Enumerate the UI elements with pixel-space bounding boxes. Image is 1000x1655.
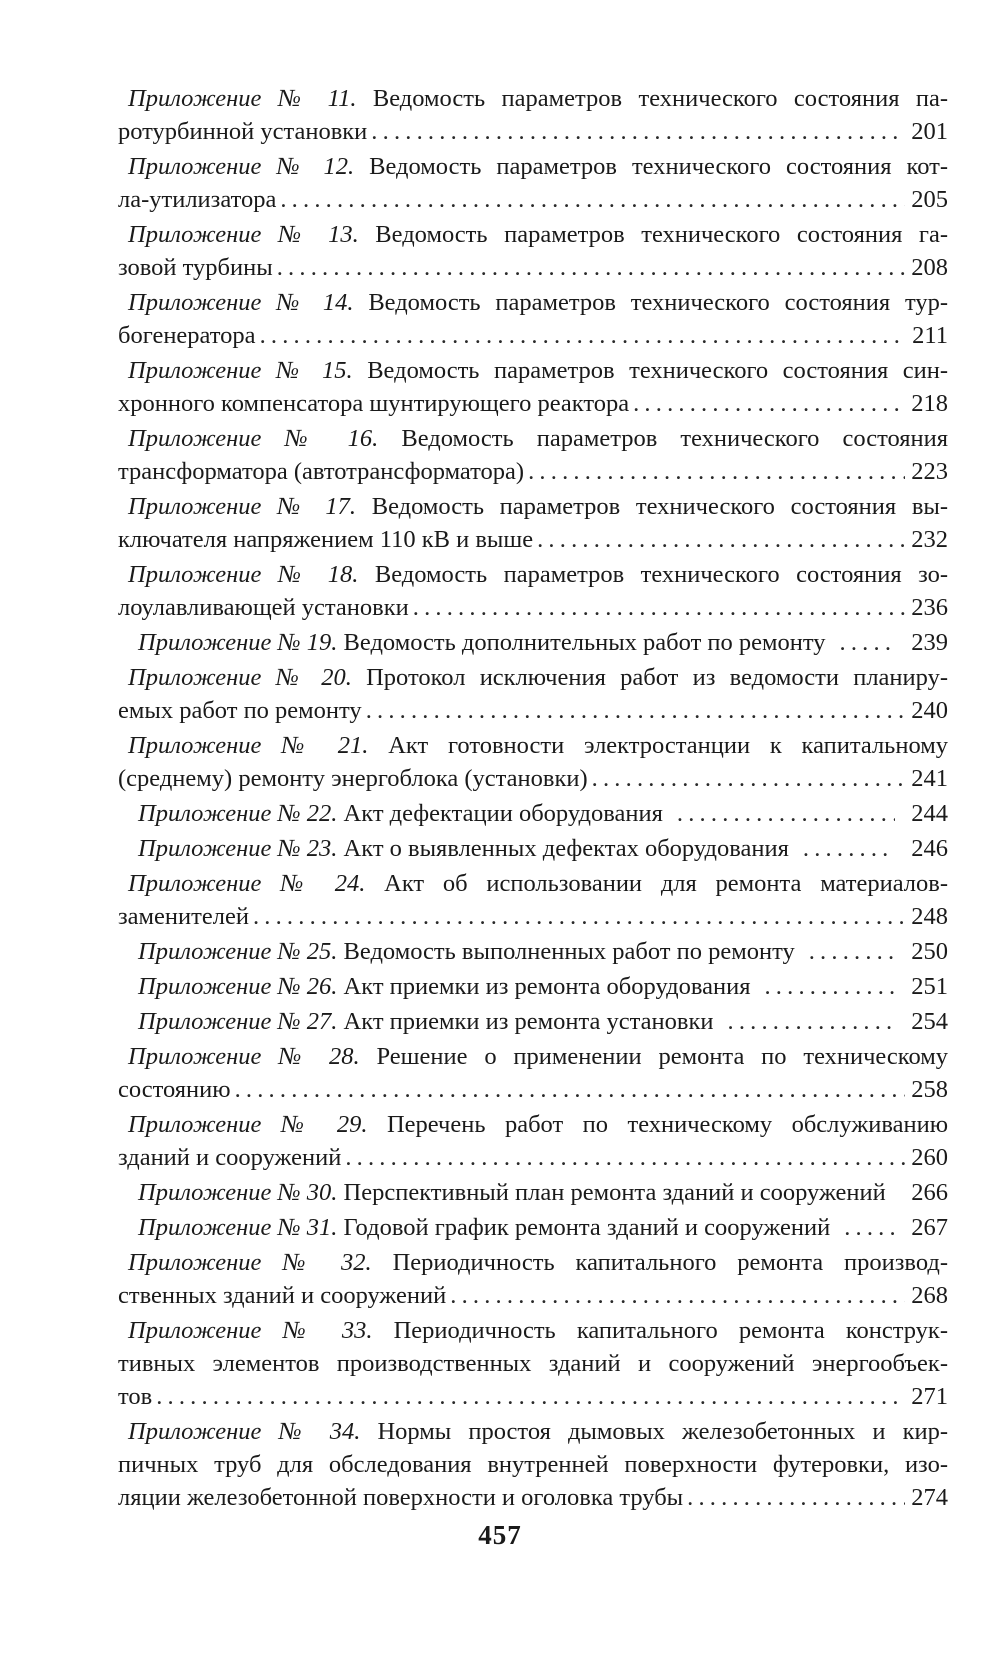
entry-page-number: 201 [911,118,948,145]
dot-leader [280,183,905,216]
entry-title-text: лоулавливающей установки [118,594,409,621]
dot-leader [156,1380,905,1413]
entry-title-text: Ведомость параметров технического состояния кот- [369,153,948,180]
dot-leader [235,1073,906,1106]
toc-entry-line [118,626,948,659]
entry-title [118,183,276,216]
entry-title [118,970,750,1003]
toc-entry-line [118,661,948,694]
toc-entry [118,1108,948,1174]
toc-entry-line [118,1415,948,1448]
toc-entry-line [118,867,948,900]
appendix-label: Приложение № 16. [128,425,379,452]
toc-entry-line [118,558,948,591]
toc-entry [118,82,948,148]
entry-title-text: (среднему) ремонту энергоблока (установки) [118,765,588,792]
toc-entry-line [118,1211,948,1244]
toc-entry-line [118,1040,948,1073]
entry-title-text: Ведомость выполненных работ по ремонту [343,938,795,965]
toc-entry-line [118,82,948,115]
toc-entry-line [118,797,948,830]
appendix-label: Приложение № 34. [128,1418,361,1445]
toc-entry-line [118,1005,948,1038]
dot-leader [345,1141,905,1174]
toc-entry-line [118,150,948,183]
toc-entry-line [118,1481,948,1514]
appendix-label: Приложение № 32. [128,1249,372,1276]
entry-page-number: 268 [911,1282,948,1309]
entry-page-number: 239 [911,629,948,656]
appendix-label: Приложение № 31. [138,1214,338,1241]
toc-entry [118,935,948,968]
entry-title-text: ла-утилизатора [118,186,277,213]
entry-title-text: тивных элементов производственных зданий и сооружений энергообъек- [118,1350,948,1377]
table-of-contents [118,82,948,1516]
toc-entry-line [118,694,948,727]
toc-entry [118,1314,948,1413]
entry-title [118,626,826,659]
entry-page-number: 246 [911,835,948,862]
entry-title [118,591,409,624]
entry-page-number: 208 [911,254,948,281]
entry-page-number: 244 [911,800,948,827]
entry-page-number: 218 [911,390,948,417]
toc-entry-line [118,319,948,352]
toc-entry [118,867,948,933]
toc-entry-line [118,218,948,251]
entry-title-text: Перечень работ по техническому обслуживанию [386,1111,948,1138]
dot-leader [592,762,906,795]
appendix-label: Приложение № 19. [138,629,338,656]
appendix-label: Приложение № 20. [128,664,352,691]
appendix-label: Приложение № 18. [128,561,359,588]
entry-title-text: Ведомость параметров технического состояния [401,425,948,452]
entry-title-text: Решение о применении ремонта по техническому [376,1043,948,1070]
dot-leader [537,523,905,556]
toc-entry-line [118,523,948,556]
toc-entry [118,1246,948,1312]
toc-entry [118,661,948,727]
appendix-label: Приложение № 14. [128,289,354,316]
entry-title-text: богенератора [118,322,256,349]
toc-entry-line [118,729,948,762]
appendix-label: Приложение № 21. [128,732,369,759]
entry-page-number: 211 [912,322,948,349]
entry-title [118,1279,446,1312]
dot-leader [528,455,905,488]
toc-entry-line [118,251,948,284]
entry-page-number: 266 [911,1179,948,1206]
entry-title [118,1073,231,1106]
toc-entry [118,970,948,1003]
toc-entry [118,1176,948,1209]
toc-entry-line [118,115,948,148]
toc-entry-line [118,1279,948,1312]
toc-entry-line [118,900,948,933]
entry-page-number: 232 [911,526,948,553]
appendix-label: Приложение № 28. [128,1043,360,1070]
entry-title-text: хронного компенсатора шунтирующего реактора [118,390,630,417]
entry-title-text: зовой турбины [118,254,273,281]
entry-title-text: Ведомость параметров технического состояния га- [375,221,948,248]
entry-title-text: Годовой график ремонта зданий и сооружений [343,1214,831,1241]
entry-title [118,251,273,284]
entry-title-text: зданий и сооружений [118,1144,342,1171]
entry-title [118,1176,886,1209]
appendix-label: Приложение № 13. [128,221,359,248]
entry-title [118,797,663,830]
appendix-label: Приложение № 27. [138,1008,338,1035]
dot-leader [633,387,905,420]
entry-title-text: Ведомость параметров технического состояния па- [372,85,948,112]
toc-entry [118,1211,948,1244]
entry-title-text: Перспективный план ремонта зданий и сооружений [343,1179,886,1206]
dot-leader [687,1481,905,1514]
entry-page-number: 254 [911,1008,948,1035]
entry-title-text: ляции железобетонной поверхности и оголовка трубы [118,1484,684,1511]
toc-entry-line [118,1108,948,1141]
appendix-label: Приложение № 30. [138,1179,338,1206]
entry-title-text: заменителей [118,903,249,930]
entry-title-text: тов [118,1383,153,1410]
dot-leader [667,797,895,830]
toc-entry-line [118,387,948,420]
toc-entry-line [118,1073,948,1106]
entry-title-text: трансформатора (автотрансформатора) [118,458,525,485]
entry-title [118,1211,830,1244]
entry-title-text: Ведомость параметров технического состояния зо- [374,561,948,588]
entry-title-text: емых работ по ремонту [118,697,362,724]
entry-page-number: 251 [911,973,948,1000]
entry-title-text: ключателя напряжением 110 кВ и выше [118,526,534,553]
entry-title-text: Акт об использовании для ремонта материалов- [384,870,948,897]
toc-entry-line [118,762,948,795]
entry-title-text: Периодичность капитального ремонта производ- [392,1249,948,1276]
entry-title [118,1380,152,1413]
entry-title-text: Периодичность капитального ремонта конструк- [393,1317,948,1344]
dot-leader [793,832,895,865]
toc-entry-line [118,354,948,387]
entry-title [118,387,629,420]
toc-entry-line [118,1448,948,1481]
page-number: 457 [478,1520,522,1550]
appendix-label: Приложение № 11. [128,85,357,112]
toc-entry [118,150,948,216]
entry-page-number: 267 [911,1214,948,1241]
toc-entry-line [118,1347,948,1380]
entry-title [118,1141,341,1174]
toc-entry-line [118,970,948,1003]
toc-entry-line [118,1314,948,1347]
toc-entry [118,558,948,624]
entry-title-text: Ведомость параметров технического состояния тур- [368,289,948,316]
entry-title [118,762,588,795]
appendix-label: Приложение № 26. [138,973,338,1000]
toc-entry-line [118,832,948,865]
toc-entry-line [118,1380,948,1413]
entry-title [118,523,533,556]
toc-entry [118,490,948,556]
dot-leader [754,970,895,1003]
appendix-label: Приложение № 25. [138,938,338,965]
toc-entry-line [118,183,948,216]
toc-entry [118,1005,948,1038]
entry-title-text: ротурбинной установки [118,118,368,145]
entry-page-number: 258 [911,1076,948,1103]
dot-leader [799,935,896,968]
entry-title-text: Акт готовности электростанции к капитальному [388,732,948,759]
entry-page-number: 260 [911,1144,948,1171]
entry-title [118,935,795,968]
toc-entry [118,218,948,284]
entry-title-text: Акт приемки из ремонта установки [343,1008,714,1035]
dot-leader [260,319,906,352]
entry-page-number: 240 [911,697,948,724]
toc-entry [118,626,948,659]
toc-entry [118,797,948,830]
entry-title [118,115,367,148]
entry-title-text: Нормы простоя дымовых железобетонных и кир- [377,1418,948,1445]
entry-title-text: Протокол исключения работ из ведомости планиру- [366,664,948,691]
toc-entry [118,1040,948,1106]
entry-page-number: 241 [911,765,948,792]
entry-title-text: Ведомость параметров технического состояния син- [367,357,948,384]
entry-title-text: ственных зданий и сооружений [118,1282,447,1309]
appendix-label: Приложение № 12. [128,153,355,180]
appendix-label: Приложение № 24. [128,870,366,897]
appendix-label: Приложение № 17. [128,493,357,520]
dot-leader [718,1005,896,1038]
entry-title [118,1005,714,1038]
entry-title [118,900,249,933]
appendix-label: Приложение № 15. [128,357,353,384]
entry-title [118,1481,683,1514]
toc-entry-line [118,1176,948,1209]
entry-title-text: Ведомость параметров технического состояния вы- [371,493,948,520]
entry-title-text: Акт дефектации оборудования [343,800,663,827]
entry-page-number: 236 [911,594,948,621]
dot-leader [413,591,906,624]
toc-entry-line [118,455,948,488]
toc-entry-line [118,591,948,624]
dot-leader [371,115,905,148]
toc-entry-line [118,286,948,319]
entry-page-number: 271 [911,1383,948,1410]
entry-title-text: Акт о выявленных дефектах оборудования [343,835,789,862]
toc-entry-line [118,1141,948,1174]
entry-title [118,694,362,727]
entry-title [118,319,256,352]
entry-title-text: состоянию [118,1076,231,1103]
entry-page-number: 250 [911,938,948,965]
entry-page-number: 223 [911,458,948,485]
toc-entry [118,354,948,420]
appendix-label: Приложение № 22. [138,800,338,827]
appendix-label: Приложение № 33. [128,1317,373,1344]
dot-leader [450,1279,905,1312]
dot-leader [834,1211,895,1244]
toc-entry-line [118,422,948,455]
dot-leader [253,900,905,933]
toc-entry [118,729,948,795]
dot-leader [366,694,906,727]
entry-title-text: Ведомость дополнительных работ по ремонту [343,629,826,656]
entry-page-number: 205 [911,186,948,213]
entry-title-text: Акт приемки из ремонта оборудования [343,973,751,1000]
entry-title-text: пичных труб для обследования внутренней поверхности футеровки, изо- [118,1451,948,1478]
entry-title [118,832,789,865]
appendix-label: Приложение № 29. [128,1111,368,1138]
entry-page-number: 274 [911,1484,948,1511]
entry-page-number: 248 [911,903,948,930]
dot-leader [830,626,896,659]
appendix-label: Приложение № 23. [138,835,338,862]
dot-leader [890,1176,895,1209]
dot-leader [277,251,906,284]
toc-entry-line [118,490,948,523]
toc-entry [118,286,948,352]
toc-entry-line [118,935,948,968]
toc-entry [118,1415,948,1514]
toc-entry-line [118,1246,948,1279]
toc-entry [118,832,948,865]
toc-entry [118,422,948,488]
entry-title [118,455,524,488]
